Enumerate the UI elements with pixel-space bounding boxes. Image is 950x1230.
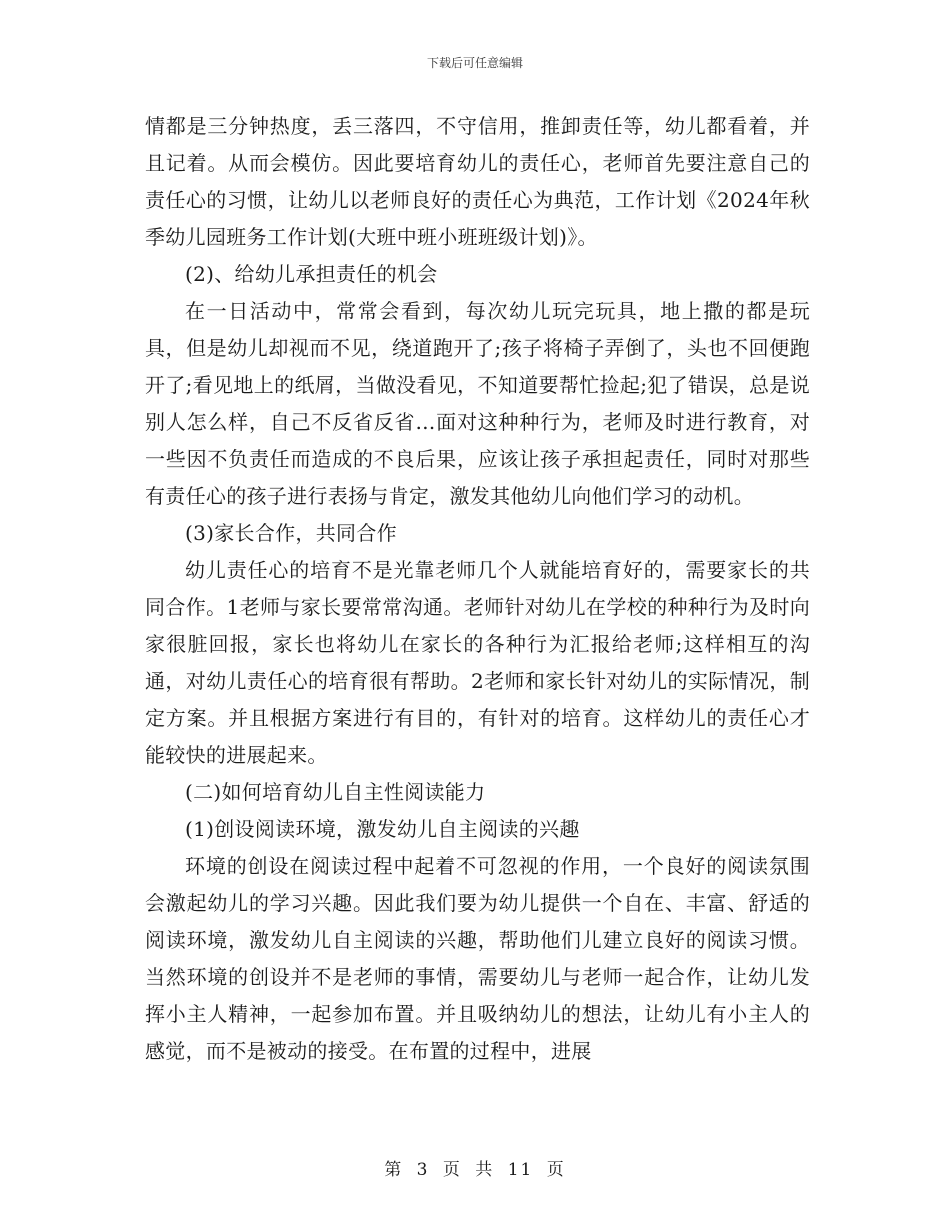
subheading-parent-cooperation: (3)家长合作，共同合作 xyxy=(185,521,397,545)
paragraph-parent-cooperation: 幼儿责任心的培育不是光靠老师几个人就能培育好的，需要家长的共同合作。1老师与家长要常常沟通。老师针对幼儿在学校的种种行为及时向家很脏回报，家长也将幼儿在家长的各种行为汇报给老师;这样相互的沟通，对幼儿责任心的培育很有帮助。2老师和家长针对幼儿的实际情况，制定方案。并且根据方案进行有目的，有针对的培育。这样幼儿的责任心才能较快的进展起来。 xyxy=(145,558,810,767)
subheading-responsibility-opportunity: (2)、给幼儿承担责任的机会 xyxy=(185,262,438,286)
section-heading-reading-ability: (二)如何培育幼儿自主性阅读能力 xyxy=(185,780,486,804)
paragraph-continuation: 情都是三分钟热度，丢三落四，不守信用，推卸责任等，幼儿都看着，并且记着。从而会模仿。因此要培育幼儿的责任心，老师首先要注意自己的责任心的习惯，让幼儿以老师良好的责任心为典范，工作计划《2024年秋季幼儿园班务工作计划(大班中班小班班级计划)》。 xyxy=(145,114,810,249)
paragraph-daily-activities: 在一日活动中，常常会看到，每次幼儿玩完玩具，地上撒的都是玩具，但是幼儿却视而不见，绕道跑开了;孩子将椅子弄倒了，头也不回便跑开了;看见地上的纸屑，当做没看见，不知道要帮忙捡起;犯了错误，总是说别人怎么样，自己不反省反省…面对这种种行为，老师及时进行教育，对一些因不负责任而造成的不良后果，应该让孩子承担起责任，同时对那些有责任心的孩子进行表扬与肯定，激发其他幼儿向他们学习的动机。 xyxy=(145,299,810,508)
page-header: 下载后可任意编辑 xyxy=(426,56,523,70)
paragraph-reading-environment: 环境的创设在阅读过程中起着不可忽视的作用，一个良好的阅读氛围会激起幼儿的学习兴趣。因此我们要为幼儿提供一个自在、丰富、舒适的阅读环境，激发幼儿自主阅读的兴趣，帮助他们儿建立良好的阅读习惯。当然环境的创设并不是老师的事情，需要幼儿与老师一起合作，让幼儿发挥小主人精神，一起参加布置。并且吸纳幼儿的想法，让幼儿有小主人的感觉，而不是被动的接受。在布置的过程中，进展 xyxy=(145,854,810,1063)
subheading-reading-environment: (1)创设阅读环境，激发幼儿自主阅读的兴趣 xyxy=(185,817,580,841)
page-number-footer: 第 3 页 共 11 页 xyxy=(384,1160,566,1180)
document-body xyxy=(145,108,810,1070)
